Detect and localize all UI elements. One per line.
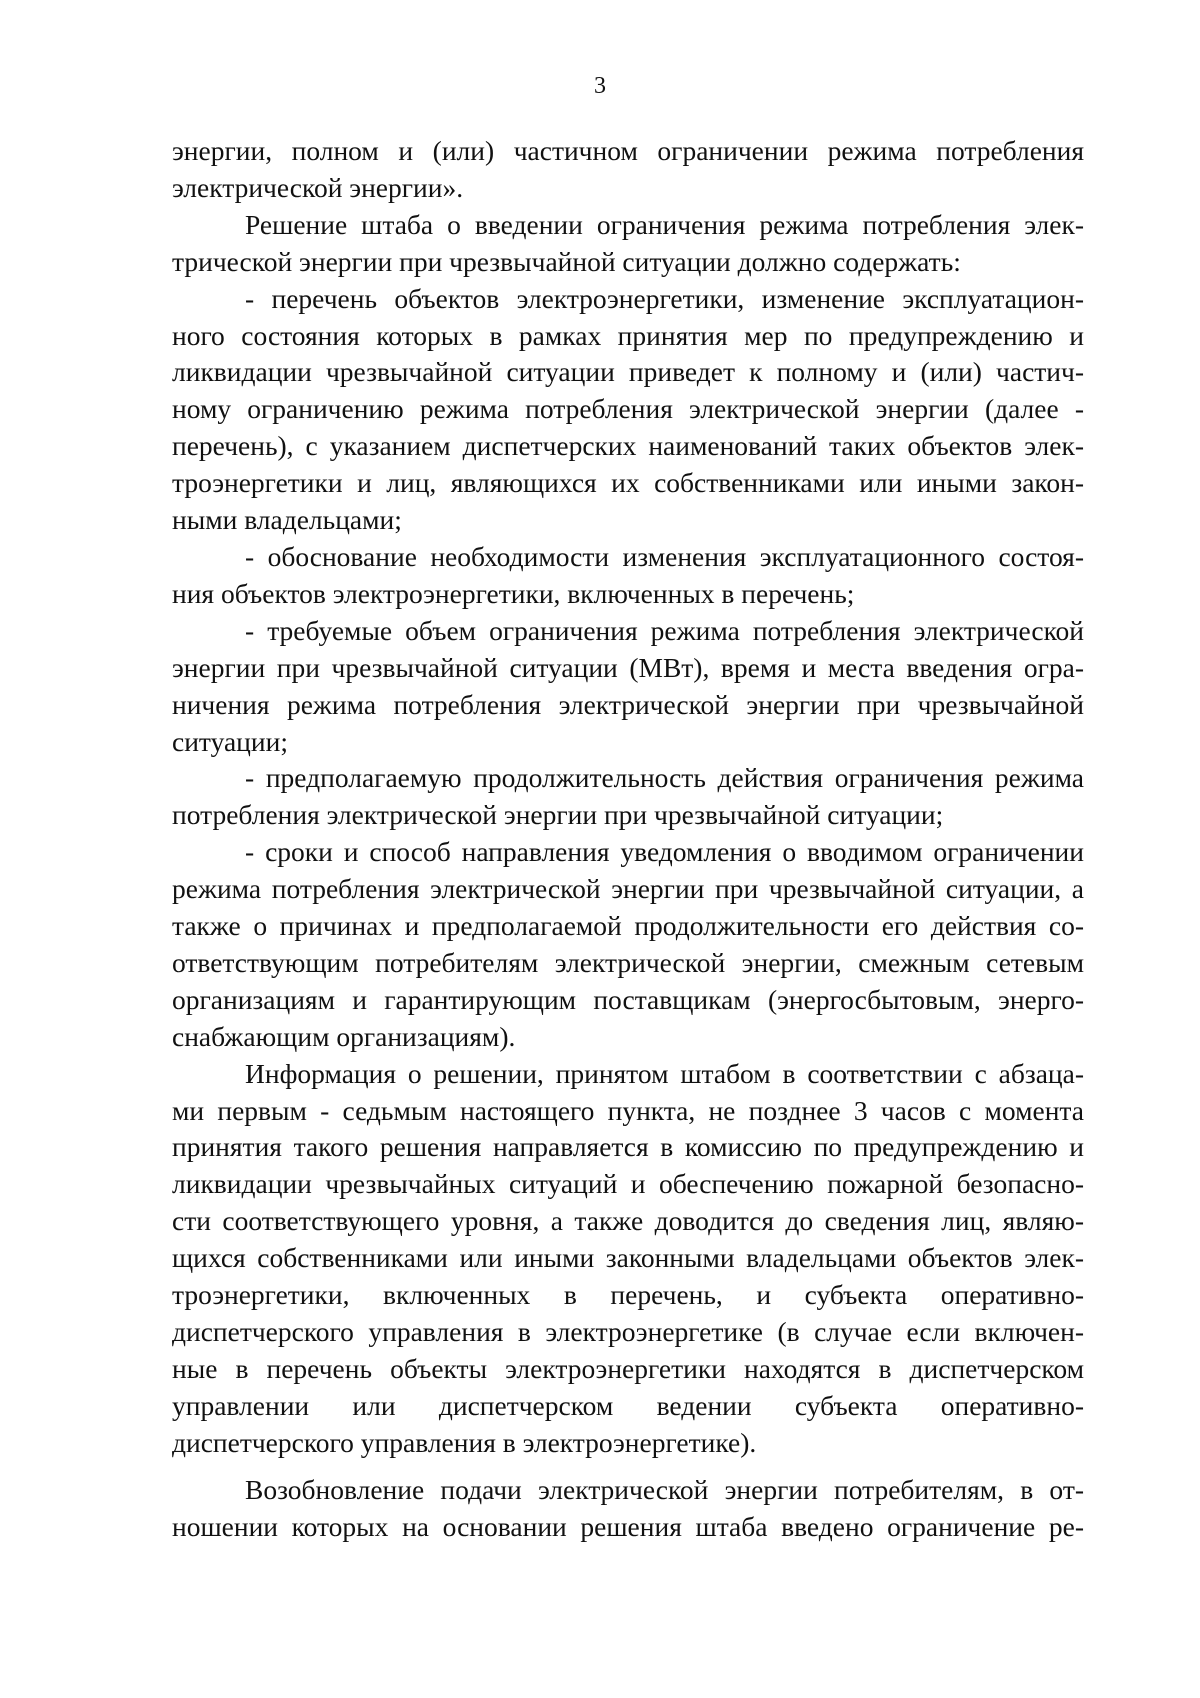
text-line: диспетчерского управления в электроэнергетике). — [172, 1426, 757, 1458]
list-item-objects — [172, 281, 1084, 539]
text-line: электрической энергии». — [172, 171, 464, 203]
text-line: - сроки и способ направления уведомления о вводимом ограничении — [245, 836, 1084, 868]
text-line: сти соответствующего уровня, а также доводится до сведения лиц, являю- — [172, 1205, 1084, 1237]
text-line: трической энергии при чрезвычайной ситуации должно содержать: — [172, 245, 961, 277]
text-line: режима потребления электрической энергии при чрезвычайной ситуации, а — [172, 873, 1084, 905]
text-line: снабжающим организациям). — [172, 1020, 516, 1052]
text-line: ного состояния которых в рамках принятия мер по предупреждению и — [172, 319, 1084, 351]
list-item-notification — [172, 834, 1084, 1055]
text-line: управлении или диспетчерском ведении субъекта оперативно- — [172, 1389, 1084, 1421]
text-line: ношении которых на основании решения штаба введено ограничение ре- — [172, 1510, 1084, 1542]
text-line: организациям и гарантирующим поставщикам (энергосбытовым, энерго- — [172, 983, 1084, 1015]
paragraph-continuation — [172, 133, 1084, 207]
text-line: троэнергетики, включенных в перечень, и субъекта оперативно- — [172, 1279, 1084, 1311]
text-line: - требуемые объем ограничения режима потребления электрической — [245, 614, 1084, 646]
text-line: ные в перечень объекты электроэнергетики находятся в диспетчерском — [172, 1352, 1084, 1384]
text-line: энергии при чрезвычайной ситуации (МВт), время и места введения огра- — [172, 651, 1084, 683]
text-line: - обоснование необходимости изменения эксплуатационного состоя- — [245, 540, 1084, 572]
text-line: ликвидации чрезвычайной ситуации приведет к полному и (или) частич- — [172, 356, 1084, 388]
page-number: 3 — [594, 73, 606, 99]
document-body — [172, 133, 1084, 1545]
paragraph-resumption — [172, 1472, 1084, 1546]
text-line: Возобновление подачи электрической энергии потребителям, в от- — [245, 1473, 1084, 1505]
text-line: ния объектов электроэнергетики, включенных в перечень; — [172, 577, 855, 609]
text-line: троэнергетики и лиц, являющихся их собственниками или иными закон- — [172, 467, 1084, 499]
text-line: энергии, полном и (или) частичном ограничении режима потребления — [172, 135, 1084, 166]
text-line: Решение штаба о введении ограничения режима потребления элек- — [245, 208, 1084, 240]
text-line: потребления электрической энергии при чрезвычайной ситуации; — [172, 799, 944, 831]
text-line: перечень), с указанием диспетчерских наименований таких объектов элек- — [172, 430, 1084, 462]
text-line: ничения режима потребления электрической энергии при чрезвычайной — [172, 688, 1084, 720]
text-line: ликвидации чрезвычайных ситуаций и обеспечению пожарной безопасно- — [172, 1168, 1084, 1200]
list-item-volume — [172, 613, 1084, 761]
text-line: - перечень объектов электроэнергетики, изменение эксплуатацион- — [245, 282, 1084, 314]
text-line: принятия такого решения направляется в комиссию по предупреждению и — [172, 1131, 1084, 1163]
text-line: ответствующим потребителям электрической энергии, смежным сетевым — [172, 946, 1084, 978]
list-item-duration — [172, 760, 1084, 834]
text-line: диспетчерского управления в электроэнергетике (в случае если включен- — [172, 1316, 1084, 1347]
text-line: щихся собственниками или иными законными владельцами объектов элек- — [172, 1242, 1084, 1274]
paragraph-information — [172, 1056, 1084, 1462]
text-line: ными владельцами; — [172, 504, 402, 536]
list-item-justification — [172, 539, 1084, 613]
text-line: ми первым - седьмым настоящего пункта, не позднее 3 часов с момента — [172, 1094, 1084, 1126]
text-line: ному ограничению режима потребления электрической энергии (далее - — [172, 393, 1084, 425]
text-line: Информация о решении, принятом штабом в соответствии с абзаца- — [245, 1057, 1084, 1089]
text-line: ситуации; — [172, 725, 288, 757]
text-line: также о причинах и предполагаемой продолжительности его действия со- — [172, 910, 1084, 942]
text-line: - предполагаемую продолжительность действия ограничения режима — [245, 762, 1084, 794]
paragraph-decision-content — [172, 207, 1084, 281]
